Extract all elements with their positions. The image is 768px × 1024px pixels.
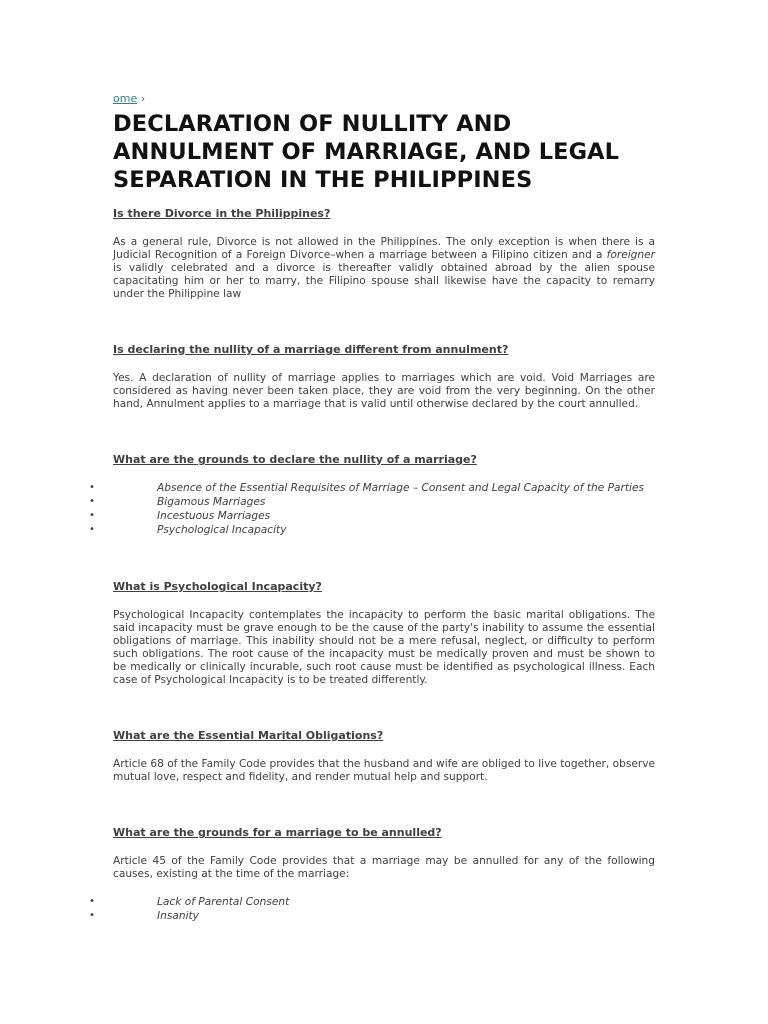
section-marital-obligations (113, 729, 655, 784)
answer-divorce: As a general rule, Divorce is not allowed in the Philippines. The only exception is when there is a Judicial Recognition of a Foreign Divorce–when a marriage between a Filipino citizen and a foreigner is validly celebrated and a divorce is thereafter validly obtained abroad by the alien spouse capacitating him or her to marry, the Filipino spouse shall likewise have the capacity to remarry under the Philippine law (113, 236, 655, 300)
question-annulment-grounds: What are the grounds for a marriage to be annulled? (113, 826, 442, 839)
nullity-grounds-list (89, 481, 655, 537)
answer-psych-incapacity: Psychological Incapacity contemplates the incapacity to perform the basic marital obligations. The said incapacity must be grave enough to be the cause of the party's inability to assume the essential obligations of marriage. This inability should not be a mere refusal, neglect, or difficulty to perform such obligations. The root cause of the incapacity must be medically proven and must be shown to be medically or clinically incurable, such root cause must be identified as psychological illness. Each case of Psychological Incapacity is to be treated differently. (113, 609, 655, 686)
question-nullity-vs-annulment: Is declaring the nullity of a marriage different from annulment? (113, 343, 509, 356)
question-psych-incapacity: What is Psychological Incapacity? (113, 580, 322, 593)
annulment-grounds-list (89, 895, 655, 923)
list-item: • Bigamous Marriages (89, 496, 266, 508)
list-item: • Insanity (89, 910, 199, 922)
question-divorce: Is there Divorce in the Philippines? (113, 207, 331, 220)
section-nullity-grounds (89, 453, 655, 537)
breadcrumb-separator: › (140, 92, 146, 105)
list-item: • Absence of the Essential Requisites of Marriage – Consent and Legal Capacity of the Parties (89, 482, 645, 494)
document-page (113, 92, 655, 194)
bullet-icon: • (89, 510, 95, 521)
breadcrumb-home-link[interactable]: ome (113, 92, 138, 105)
bullet-icon: • (89, 482, 95, 493)
bullet-icon: • (89, 496, 95, 507)
breadcrumb (113, 92, 655, 106)
section-annulment-grounds (89, 826, 655, 923)
list-item: • Lack of Parental Consent (89, 896, 290, 908)
answer-nullity-vs-annulment: Yes. A declaration of nullity of marriage applies to marriages which are void. Void Marriages are considered as having never been taken place, they are void from the very beginning. On the other hand, Annulment applies to a marriage that is valid until otherwise declared by the court annulled. (113, 372, 655, 410)
bullet-icon: • (89, 524, 95, 535)
list-item: • Psychological Incapacity (89, 524, 287, 536)
list-item: • Incestuous Marriages (89, 510, 271, 522)
bullet-icon: • (89, 910, 95, 921)
answer-marital-obligations: Article 68 of the Family Code provides that the husband and wife are obliged to live together, observe mutual love, respect and fidelity, and render mutual help and support. (113, 758, 655, 783)
question-nullity-grounds: What are the grounds to declare the nullity of a marriage? (113, 453, 477, 466)
section-nullity-vs-annulment (113, 343, 655, 411)
section-psych-incapacity (113, 580, 655, 687)
section-divorce (113, 207, 655, 301)
bullet-icon: • (89, 896, 95, 907)
answer-annulment-grounds: Article 45 of the Family Code provides that a marriage may be annulled for any of the following causes, existing at the time of the marriage: (113, 855, 655, 880)
page-title: DECLARATION OF NULLITY AND ANNULMENT OF MARRIAGE, AND LEGAL SEPARATION IN THE PHILIPPINES (113, 111, 620, 193)
question-marital-obligations: What are the Essential Marital Obligations? (113, 729, 384, 742)
